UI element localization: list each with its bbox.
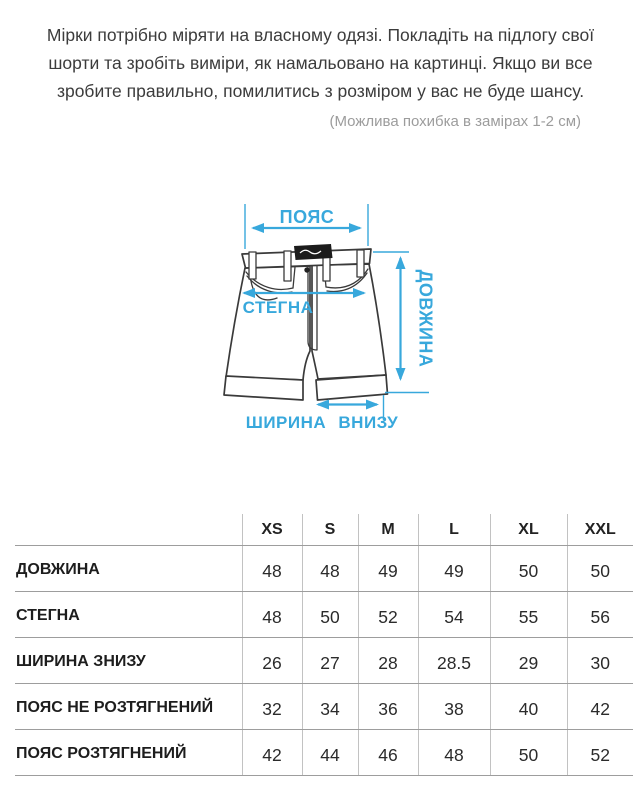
size-value-cell: 32 xyxy=(242,683,302,729)
intro-line: зробите правильно, помилитись з розміром у вас не буде шансу. xyxy=(56,81,585,101)
size-table-header-row xyxy=(15,514,633,545)
intro-text xyxy=(0,21,641,105)
size-value-cell: 48 xyxy=(242,591,302,637)
size-value-cell: 42 xyxy=(242,729,302,775)
size-table xyxy=(15,514,633,776)
size-value-cell: 49 xyxy=(418,545,490,591)
table-row xyxy=(15,637,633,683)
shorts-drawing xyxy=(224,244,388,400)
measurement-tolerance-note: (Можлива похибка в замірах 1-2 см) xyxy=(329,113,581,130)
size-column-header: XS xyxy=(242,514,302,545)
size-value-cell: 48 xyxy=(302,545,358,591)
size-value-cell: 54 xyxy=(418,591,490,637)
bottom-width-label: ШИРИНА ВНИЗУ xyxy=(245,413,399,432)
size-column-header: XXL xyxy=(567,514,633,545)
shorts-measurement-diagram xyxy=(185,195,470,445)
size-value-cell: 52 xyxy=(358,591,418,637)
intro-line: шорти та зробіть виміри, як намальовано на картинці. Якщо ви все xyxy=(48,53,593,73)
size-value-cell: 28 xyxy=(358,637,418,683)
size-value-cell: 38 xyxy=(418,683,490,729)
size-value-cell: 52 xyxy=(567,729,633,775)
table-row xyxy=(15,729,633,775)
intro-line: Мірки потрібно міряти на власному одязі. Покладіть на підлогу свої xyxy=(46,25,595,45)
size-value-cell: 48 xyxy=(418,729,490,775)
size-value-cell: 46 xyxy=(358,729,418,775)
size-value-cell: 26 xyxy=(242,637,302,683)
table-row xyxy=(15,545,633,591)
size-value-cell: 36 xyxy=(358,683,418,729)
row-label: СТЕГНА xyxy=(15,591,242,637)
size-value-cell: 50 xyxy=(490,545,567,591)
row-label: ПОЯС РОЗТЯГНЕНИЙ xyxy=(15,729,242,775)
size-column-header: S xyxy=(302,514,358,545)
size-value-cell: 42 xyxy=(567,683,633,729)
length-label: ДОВЖИНА xyxy=(415,269,436,368)
size-column-header: L xyxy=(418,514,490,545)
size-value-cell: 48 xyxy=(242,545,302,591)
row-label: ПОЯС НЕ РОЗТЯГНЕНИЙ xyxy=(15,683,242,729)
size-value-cell: 28.5 xyxy=(418,637,490,683)
size-value-cell: 49 xyxy=(358,545,418,591)
brand-tag xyxy=(294,244,333,260)
button-dot xyxy=(304,267,309,272)
size-column-header: M xyxy=(358,514,418,545)
size-value-cell: 55 xyxy=(490,591,567,637)
row-label: ДОВЖИНА xyxy=(15,545,242,591)
size-value-cell: 50 xyxy=(490,729,567,775)
size-value-cell: 56 xyxy=(567,591,633,637)
size-value-cell: 44 xyxy=(302,729,358,775)
size-value-cell: 29 xyxy=(490,637,567,683)
table-row xyxy=(15,591,633,637)
table-row xyxy=(15,683,633,729)
size-value-cell: 30 xyxy=(567,637,633,683)
size-value-cell: 27 xyxy=(302,637,358,683)
size-column-header: XL xyxy=(490,514,567,545)
size-value-cell: 34 xyxy=(302,683,358,729)
size-value-cell: 40 xyxy=(490,683,567,729)
hips-label: СТЕГНА xyxy=(242,298,314,317)
size-value-cell: 50 xyxy=(302,591,358,637)
row-label: ШИРИНА ЗНИЗУ xyxy=(15,637,242,683)
size-value-cell: 50 xyxy=(567,545,633,591)
size-table-corner-cell xyxy=(15,514,242,545)
size-table-body xyxy=(15,545,633,775)
waist-label: ПОЯС xyxy=(279,207,335,227)
